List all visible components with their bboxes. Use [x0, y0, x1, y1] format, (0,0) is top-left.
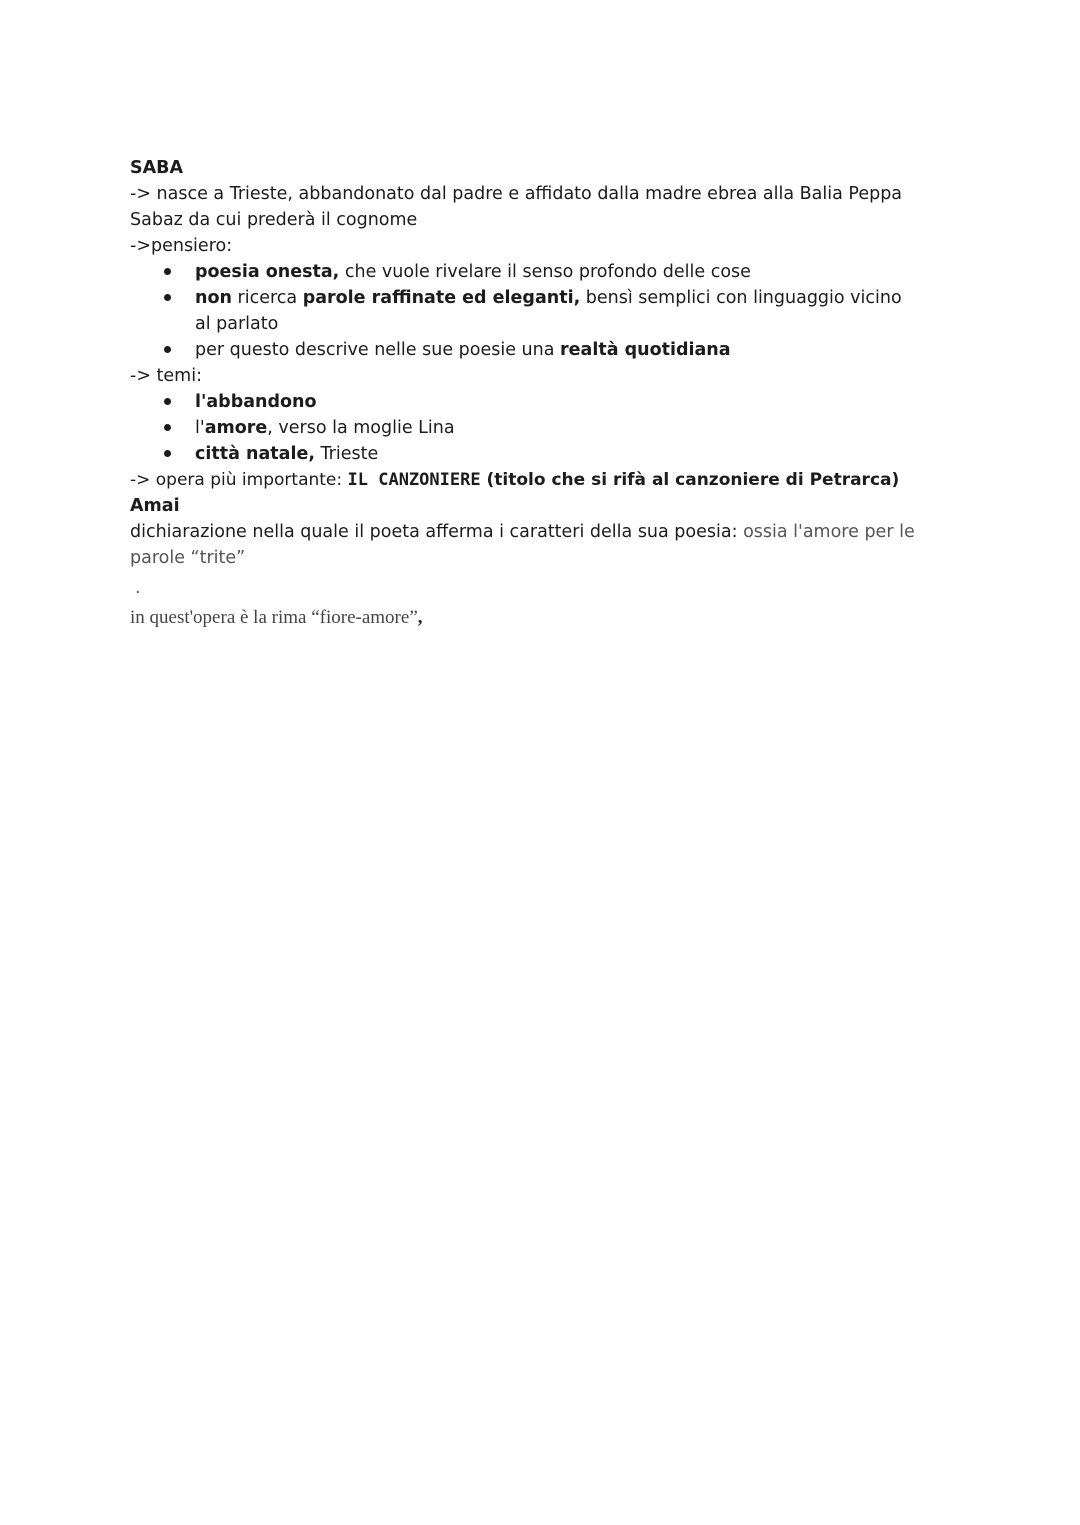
temi-heading: -> temi:: [130, 366, 202, 386]
pensiero-list: [130, 259, 940, 363]
item-bold: non: [195, 288, 232, 308]
item-bold: l'abbandono: [195, 392, 317, 412]
document-page: [130, 155, 940, 631]
amai-text: [130, 519, 930, 571]
temi-list: [130, 389, 940, 467]
item-bold: realtà quotidiana: [560, 340, 731, 360]
amai-text-dark: dichiarazione nella quale il poeta afferma i caratteri della sua poesia:: [130, 522, 738, 542]
opera-title: IL CANZONIERE: [347, 470, 481, 490]
item-bold: amore: [204, 418, 268, 438]
list-item: [195, 389, 940, 415]
list-item: [195, 415, 940, 441]
opera-note: (titolo che si rifà al canzoniere di Petrarca): [480, 470, 900, 490]
item-text: che vuole rivelare il senso profondo delle cose: [339, 262, 751, 282]
opera-line: [130, 467, 940, 493]
item-text: , verso la moglie Lina: [267, 418, 455, 438]
bullet-icon: [164, 346, 171, 353]
serif-text: in quest'opera è la rima “fiore-amore”: [130, 607, 418, 628]
bullet-icon: [164, 450, 171, 457]
serif-line: [130, 605, 940, 631]
list-item: [195, 285, 910, 337]
item-text: ricerca: [231, 288, 303, 308]
pensiero-heading: ->pensiero:: [130, 236, 233, 256]
item-bold: parole raffinate ed eleganti,: [302, 288, 581, 308]
item-text: l': [195, 418, 205, 438]
intro-line-1: -> nasce a Trieste, abbandonato dal padre e affidato dalla madre ebrea alla Balia Peppa: [130, 184, 903, 204]
amai-title: Amai: [130, 496, 180, 516]
list-item: [195, 337, 940, 363]
list-item: [195, 259, 940, 285]
item-text: per questo descrive nelle sue poesie una: [195, 340, 561, 360]
bullet-icon: [164, 398, 171, 405]
doc-title: SABA: [130, 158, 184, 178]
item-bold: poesia onesta,: [195, 262, 340, 282]
serif-punct: ,: [417, 607, 423, 628]
item-text: Trieste: [314, 444, 379, 464]
item-text: bensì semplici con linguaggio vicino al parlato: [195, 288, 902, 334]
bullet-icon: [164, 268, 171, 275]
stray-dot: .: [135, 578, 141, 598]
opera-prefix: -> opera più importante:: [130, 470, 348, 490]
intro-line-2: Sabaz da cui prederà il cognome: [130, 210, 418, 230]
bullet-icon: [164, 294, 171, 301]
list-item: [195, 441, 940, 467]
item-bold: città natale,: [195, 444, 315, 464]
amai-text-gray: ossia l'amore per le parole “trite”: [130, 522, 915, 568]
bullet-icon: [164, 424, 171, 431]
